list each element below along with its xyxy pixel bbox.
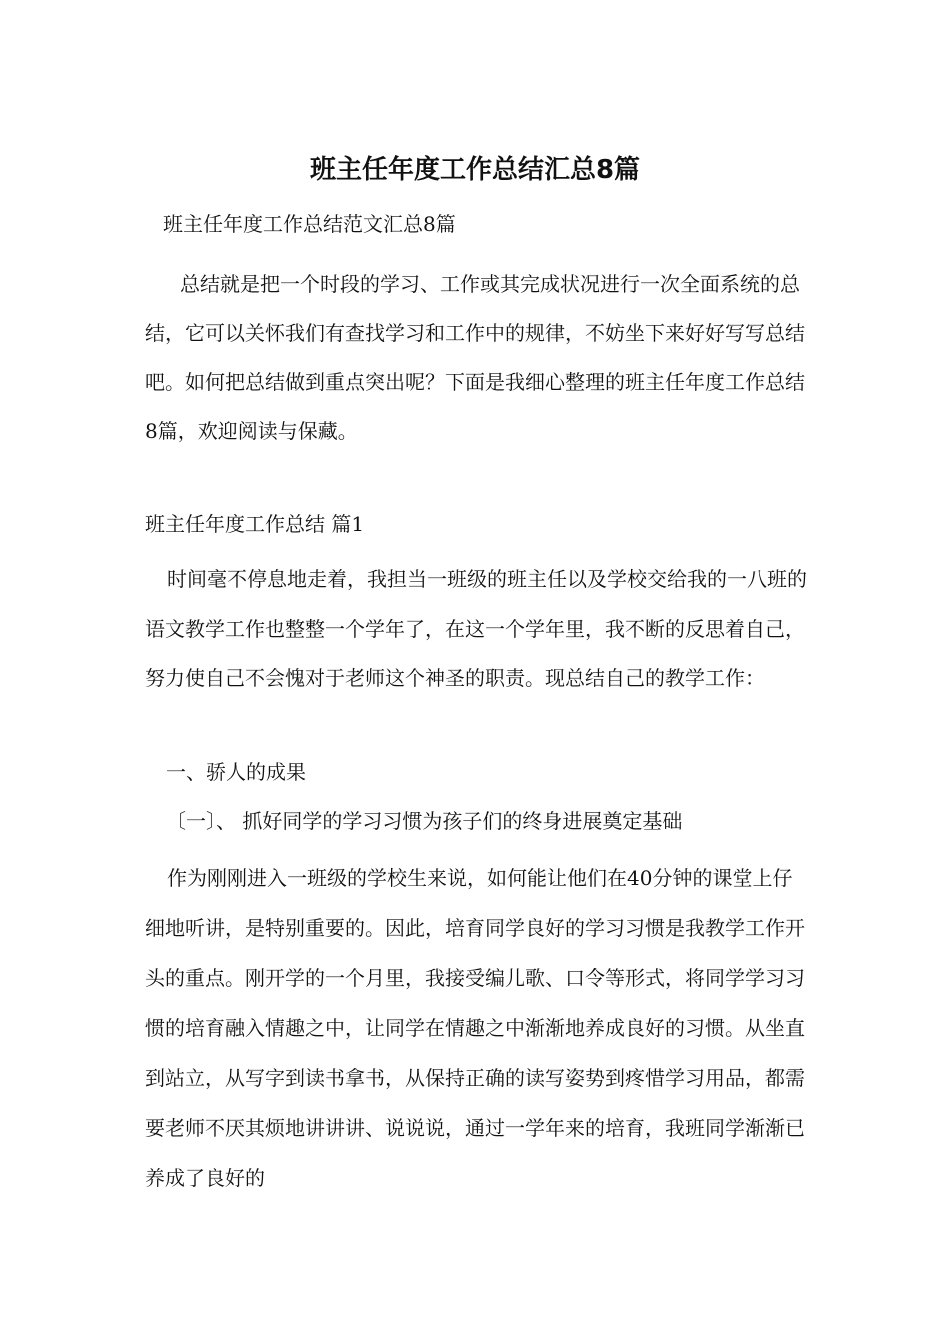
- section-paragraph-2: 作为刚刚进入一班级的学校生来说，如何能让他们在40分钟的课堂上仔细地听讲，是特别重要的。因此，培育同学良好的学习习惯是我教学工作开头的重点。刚开学的一个月里，我接受编儿歌、口令等形式，将同学学习习惯的培育融入情趣之中，让同学在情趣之中渐渐地养成良好的习惯。从坐直到站立，从写字到读书拿书，从保持正确的读写姿势到疼惜学习用品，都需要老师不厌其烦地讲讲讲、说说说，通过一学年来的培育，我班同学渐渐已养成了良好的: [145, 866, 805, 1190]
- document-title: 班主任年度工作总结汇总8篇: [309, 155, 641, 185]
- intro-paragraph: 总结就是把一个时段的学习、工作或其完成状况进行一次全面系统的总结，它可以关怀我们有查找学习和工作中的规律，不妨坐下来好好写写总结吧。如何把总结做到重点突出呢？下面是我细心整理的班主任年度工作总结8篇，欢迎阅读与保藏。: [145, 272, 805, 443]
- section-paragraph-1: 时间毫不停息地走着，我担当一班级的班主任以及学校交给我的一八班的语文教学工作也整整一个学年了，在这一个学年里，我不断的反思着自己，努力使自己不会愧对于老师这个神圣的职责。现总结自己的教学工作：: [145, 567, 807, 690]
- section-title: 班主任年度工作总结 篇1: [145, 512, 365, 536]
- section-heading-2: 〔一〕、 抓好同学的学习习惯为孩子们的终身进展奠定基础: [166, 809, 683, 833]
- section-heading-1: 一、骄人的成果: [166, 760, 306, 784]
- document-subtitle: 班主任年度工作总结范文汇总8篇: [163, 212, 456, 236]
